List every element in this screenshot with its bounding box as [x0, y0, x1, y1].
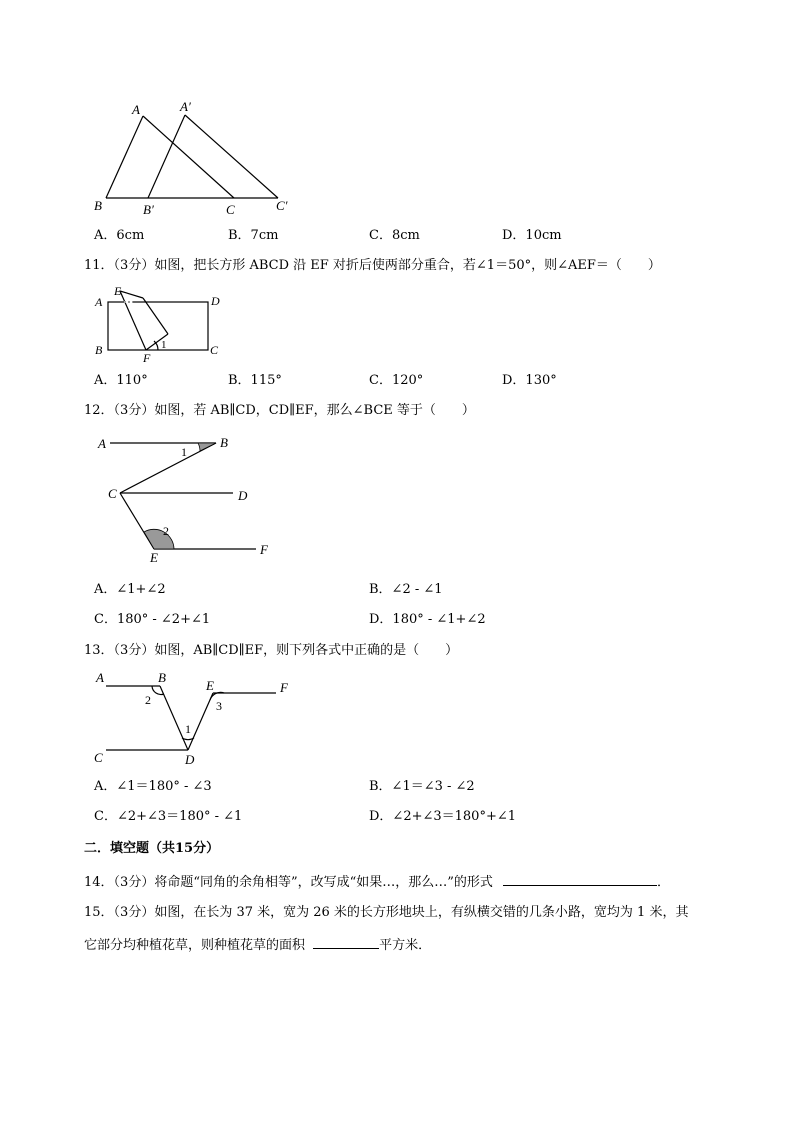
q13-label-a: A — [96, 670, 104, 685]
q12-option-b: B．∠2 - ∠1 — [369, 582, 443, 597]
q10-option-a: A．6cm — [94, 228, 145, 243]
q12-option-c: C．180° - ∠2+∠1 — [94, 612, 211, 627]
q12-label-e: E — [150, 550, 158, 565]
q13-question: 13．（3分）如图，AB∥CD∥EF，则下列各式中正确的是（ ） — [84, 643, 459, 658]
q10-label-a-prime: A′ — [180, 99, 191, 114]
q13-label-c: C — [94, 750, 103, 765]
q15-text-after: 平方米． — [379, 938, 432, 953]
q10-label-c-prime: C′ — [276, 198, 288, 213]
q13-figure — [88, 668, 298, 770]
q12-question: 12．（3分）如图，若 AB∥CD，CD∥EF，那么∠BCE 等于（ ） — [84, 403, 475, 418]
q12-angle-2: 2 — [163, 524, 169, 538]
section-2-title: 二．填空题（共15分） — [84, 841, 220, 856]
q13-option-b: B．∠1＝∠3 - ∠2 — [369, 779, 475, 794]
q11-label-b: B — [95, 343, 103, 357]
q15-answer-blank[interactable] — [313, 936, 379, 949]
q12-label-c: C — [108, 486, 117, 501]
q10-option-d: D．10cm — [502, 228, 562, 243]
q13-angle-3: 3 — [216, 699, 222, 713]
q15-line-2 — [84, 936, 431, 954]
q11-label-d: D — [211, 294, 220, 308]
q13-label-f: F — [280, 680, 288, 695]
q15-text-before: 它部分均种植花草，则种植花草的面积 — [84, 938, 306, 953]
q10-option-b: B．7cm — [228, 228, 279, 243]
q12-option-a: A．∠1+∠2 — [94, 582, 166, 597]
q11-figure — [88, 282, 238, 364]
q12-angle-1: 1 — [181, 445, 187, 459]
q13-option-d: D．∠2+∠3＝180°+∠1 — [369, 809, 517, 824]
q12-label-b: B — [220, 435, 228, 450]
q11-label-a: A — [95, 295, 103, 309]
q14-line — [84, 873, 670, 891]
q10-label-b: B — [94, 198, 102, 213]
q14-question: 14．（3分）将命题“同角的余角相等”，改写成“如果…，那么…”的形式 — [84, 875, 493, 890]
q11-label-c: C — [210, 343, 219, 357]
q13-label-b: B — [158, 670, 166, 685]
q12-label-f: F — [260, 542, 268, 557]
q12-figure — [88, 428, 288, 570]
q11-label-e: E — [114, 284, 122, 298]
q10-label-c: C — [226, 202, 235, 217]
q13-label-e: E — [206, 678, 214, 693]
q14-end: ． — [657, 875, 671, 890]
q13-option-c: C．∠2+∠3＝180° - ∠1 — [94, 809, 243, 824]
q13-label-d: D — [185, 752, 195, 767]
q14-answer-blank[interactable] — [503, 873, 657, 886]
q11-option-d: D．130° — [502, 373, 557, 388]
q10-label-b-prime: B′ — [143, 202, 154, 217]
q11-option-a: A．110° — [94, 373, 148, 388]
q11-option-b: B．115° — [228, 373, 282, 388]
q12-label-a: A — [98, 436, 106, 451]
q10-figure — [88, 94, 308, 219]
q12-option-d: D．180° - ∠1+∠2 — [369, 612, 486, 627]
q13-option-a: A．∠1＝180° - ∠3 — [94, 779, 212, 794]
q11-question: 11．（3分）如图，把长方形 ABCD 沿 EF 对折后使两部分重合，若∠1＝50°，则∠AEF＝（ ） — [84, 258, 661, 273]
q11-label-f: F — [143, 351, 151, 364]
q11-option-c: C．120° — [369, 373, 424, 388]
q15-line-1: 15．（3分）如图，在长为 37 米，宽为 26 米的长方形地块上，有纵横交错的几条小路，宽均为 1 米，其 — [84, 905, 689, 920]
q12-label-d: D — [238, 488, 248, 503]
q11-angle-1: 1 — [161, 339, 167, 351]
q10-option-c: C．8cm — [369, 228, 420, 243]
q13-angle-1: 1 — [185, 722, 191, 736]
q10-label-a: A — [132, 102, 140, 117]
q13-angle-2: 2 — [145, 693, 151, 707]
